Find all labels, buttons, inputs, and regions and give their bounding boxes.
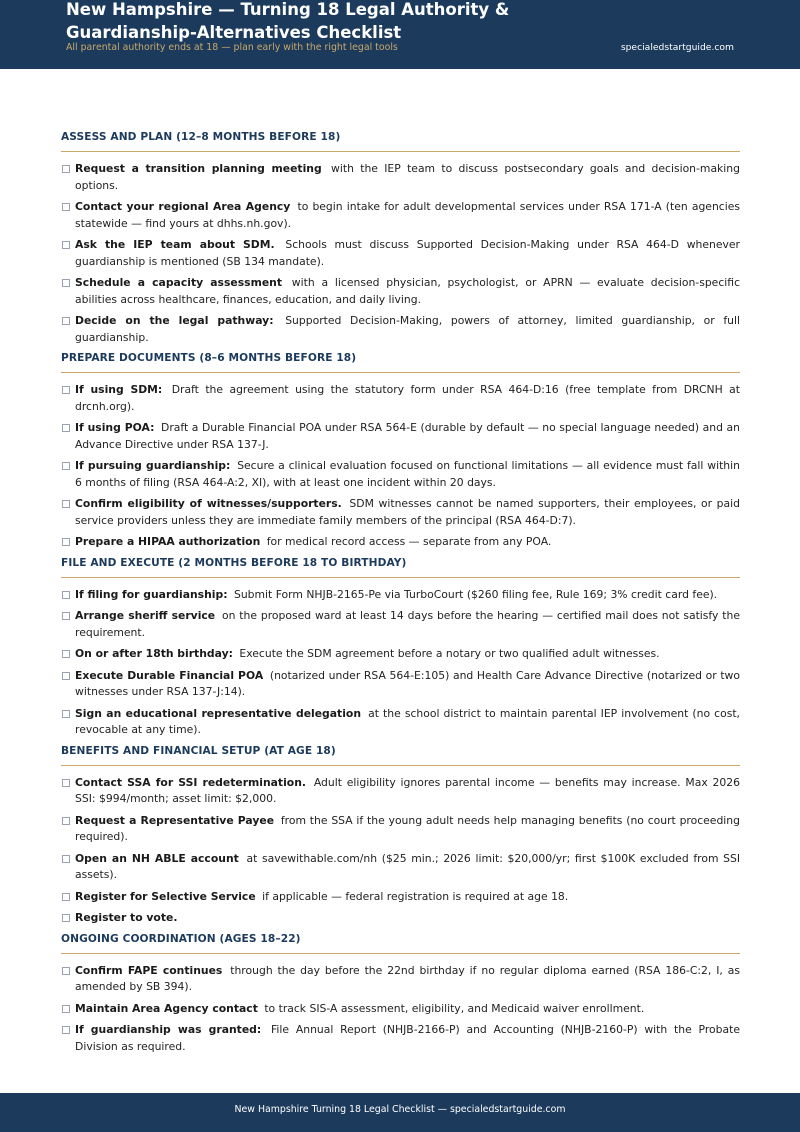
page-subtitle: All parental authority ends at 18 — plan early with the right legal tools — [66, 42, 398, 53]
checkbox[interactable] — [62, 1005, 70, 1013]
checkbox[interactable] — [62, 817, 70, 825]
item-lead: Contact your regional Area Agency — [75, 200, 291, 213]
item-lead: Decide on the legal pathway: — [75, 314, 274, 327]
item-text: Draft a Durable Financial POA under RSA 564-E (durable by default — no special language needed) and an Advance Directive under RSA 137-J. — [75, 421, 740, 451]
checklist-item — [61, 706, 740, 739]
checklist-item — [61, 775, 740, 808]
item-lead: Register for Selective Service — [75, 889, 256, 903]
section-title: PREPARE DOCUMENTS (8–6 MONTHS BEFORE 18) — [61, 352, 740, 373]
checklist-item — [61, 237, 740, 270]
item-lead: Confirm eligibility of witnesses/supporters. — [75, 497, 342, 510]
section-title: BENEFITS AND FINANCIAL SETUP (AT AGE 18) — [61, 745, 740, 766]
checklist-item — [61, 851, 740, 884]
section-title: ONGOING COORDINATION (AGES 18–22) — [61, 933, 740, 954]
item-lead: Request a Representative Payee — [75, 813, 275, 827]
item-text: if applicable — federal registration is required at age 18. — [262, 889, 569, 903]
item-lead: Register to vote. — [75, 911, 178, 924]
checkbox[interactable] — [62, 462, 70, 470]
item-lead: Sign an educational representative delegation — [75, 706, 362, 720]
checkbox[interactable] — [62, 893, 70, 901]
item-text: Submit Form NHJB-2165-Pe via TurboCourt ($260 filing fee, Rule 169; 3% credit card fee). — [233, 587, 718, 601]
checklist-item — [61, 646, 740, 663]
checklist-content — [61, 131, 740, 1061]
item-lead: Open an NH ABLE account — [75, 851, 239, 865]
checklist-item — [61, 275, 740, 308]
checklist-item — [61, 313, 740, 346]
section-ongoing-coordination — [61, 933, 740, 1056]
section-assess-and-plan — [61, 131, 740, 346]
page-footer — [0, 1093, 800, 1132]
checklist-item — [61, 1001, 740, 1018]
item-text: Supported Decision-Making, powers of attorney, limited guardianship, or full guardianship. — [75, 314, 740, 344]
item-text: File Annual Report (NHJB-2166-P) and Accounting (NHJB-2160-P) with the Probate Division as required. — [75, 1023, 740, 1053]
checkbox[interactable] — [62, 650, 70, 658]
checkbox[interactable] — [62, 241, 70, 249]
section-prepare-documents — [61, 352, 740, 551]
item-text: at the school district to maintain parental IEP involvement (no cost, revocable at any time). — [75, 706, 740, 736]
item-text: Execute the SDM agreement before a notary or two qualified adult witnesses. — [239, 647, 660, 660]
checkbox[interactable] — [62, 612, 70, 620]
item-lead: On or after 18th birthday: — [75, 647, 233, 660]
checkbox[interactable] — [62, 500, 70, 508]
checkbox[interactable] — [62, 672, 70, 680]
item-text: through the day before the 22nd birthday if no regular diploma earned (RSA 186-C:2, I, as amended by SB 394). — [75, 963, 740, 993]
item-text: with the IEP team to discuss postsecondary goals and decision-making options. — [75, 162, 741, 192]
item-lead: If using SDM: — [75, 383, 163, 396]
item-lead: If pursuing guardianship: — [75, 459, 231, 472]
checkbox[interactable] — [62, 779, 70, 787]
checklist-item — [61, 534, 740, 551]
page-title: New Hampshire — Turning 18 Legal Authority & Guardianship-Alternatives Checklist — [66, 0, 510, 42]
checkbox[interactable] — [62, 386, 70, 394]
footer-text: New Hampshire Turning 18 Legal Checklist — specialedstartguide.com — [234, 1104, 566, 1115]
checklist-item — [61, 458, 740, 491]
item-lead: Request a transition planning meeting — [75, 162, 322, 175]
section-benefits-and-financial — [61, 745, 740, 927]
item-lead: Ask the IEP team about SDM. — [75, 238, 275, 251]
item-lead: Arrange sheriff service — [75, 609, 216, 622]
item-text: on the proposed ward at least 14 days before the hearing — certified mail does not satisfy the requirement. — [75, 609, 741, 639]
item-text: Draft the agreement using the statutory form under RSA 464-D:16 (free template from DRCNH at drcnh.org). — [75, 383, 741, 413]
checklist-item — [61, 889, 740, 906]
checklist-item — [61, 813, 740, 846]
item-lead: Prepare a HIPAA authorization — [75, 535, 261, 548]
checklist-item — [61, 161, 740, 194]
item-text: to track SIS-A assessment, eligibility, and Medicaid waiver enrollment. — [264, 1001, 645, 1015]
checklist-item — [61, 496, 740, 529]
item-lead: Schedule a capacity assessment — [75, 276, 282, 289]
checklist-item — [61, 963, 740, 996]
item-text: from the SSA if the young adult needs help managing benefits (no court proceeding required). — [75, 813, 741, 843]
checkbox[interactable] — [62, 424, 70, 432]
checklist-item — [61, 587, 740, 604]
item-text: (notarized under RSA 564-E:105) and Health Care Advance Directive (notarized or two witnesses under RSA 137-J:14). — [75, 668, 740, 698]
item-text: for medical record access — separate from any POA. — [266, 535, 552, 548]
checklist-item — [61, 668, 740, 701]
item-text: with a licensed physician, psychologist, or APRN — evaluate decision-specific abilities across healthcare, finances, education, and daily living. — [75, 276, 740, 306]
page-header — [0, 0, 800, 69]
checkbox[interactable] — [62, 1026, 70, 1034]
item-text: to begin intake for adult developmental services under RSA 171-A (ten agencies statewide — find yours at dhhs.nh.gov). — [75, 200, 740, 230]
item-text: Schools must discuss Supported Decision-Making under RSA 464-D whenever guardianship is mentioned (SB 134 mandate). — [75, 238, 740, 268]
checklist-item — [61, 608, 740, 641]
checkbox[interactable] — [62, 914, 70, 922]
item-lead: Maintain Area Agency contact — [75, 1001, 258, 1015]
header-site-link[interactable]: specialedstartguide.com — [620, 42, 734, 53]
item-lead: If filing for guardianship: — [75, 587, 228, 601]
checkbox[interactable] — [62, 710, 70, 718]
checkbox[interactable] — [62, 967, 70, 975]
checkbox[interactable] — [62, 538, 70, 546]
item-lead: Execute Durable Financial POA — [75, 668, 264, 682]
checklist-item — [61, 1022, 740, 1055]
item-text: SDM witnesses cannot be named supporters, their employees, or paid service providers unless they are immediate family members of the principal (RSA 464-D:7). — [75, 497, 741, 527]
checkbox[interactable] — [62, 165, 70, 173]
item-text: Secure a clinical evaluation focused on functional limitations — all evidence must fall within 6 months of filing (RSA 464-A:2, XI), with at least one incident within 20 days. — [75, 459, 740, 489]
item-lead: Contact SSA for SSI redetermination. — [75, 775, 307, 789]
item-lead: Confirm FAPE continues — [75, 963, 223, 977]
checkbox[interactable] — [62, 855, 70, 863]
checkbox[interactable] — [62, 317, 70, 325]
checklist-item — [61, 910, 740, 927]
item-lead: If guardianship was granted: — [75, 1023, 262, 1036]
checklist-item — [61, 382, 740, 415]
item-text: Adult eligibility ignores parental income — benefits may increase. Max 2026 SSI: $994/month; asset limit: $2,000. — [75, 775, 740, 805]
checklist-item — [61, 420, 740, 453]
checklist-item — [61, 199, 740, 232]
item-text: at savewithable.com/nh ($25 min.; 2026 limit: $20,000/yr; first $100K excluded from SSI assets). — [75, 851, 741, 881]
section-file-and-execute — [61, 557, 740, 739]
checkbox[interactable] — [62, 279, 70, 287]
section-title: ASSESS AND PLAN (12–8 MONTHS BEFORE 18) — [61, 131, 740, 152]
section-title: FILE AND EXECUTE (2 MONTHS BEFORE 18 TO BIRTHDAY) — [61, 557, 740, 578]
checkbox[interactable] — [62, 203, 70, 211]
checkbox[interactable] — [62, 591, 70, 599]
item-lead: If using POA: — [75, 421, 155, 434]
